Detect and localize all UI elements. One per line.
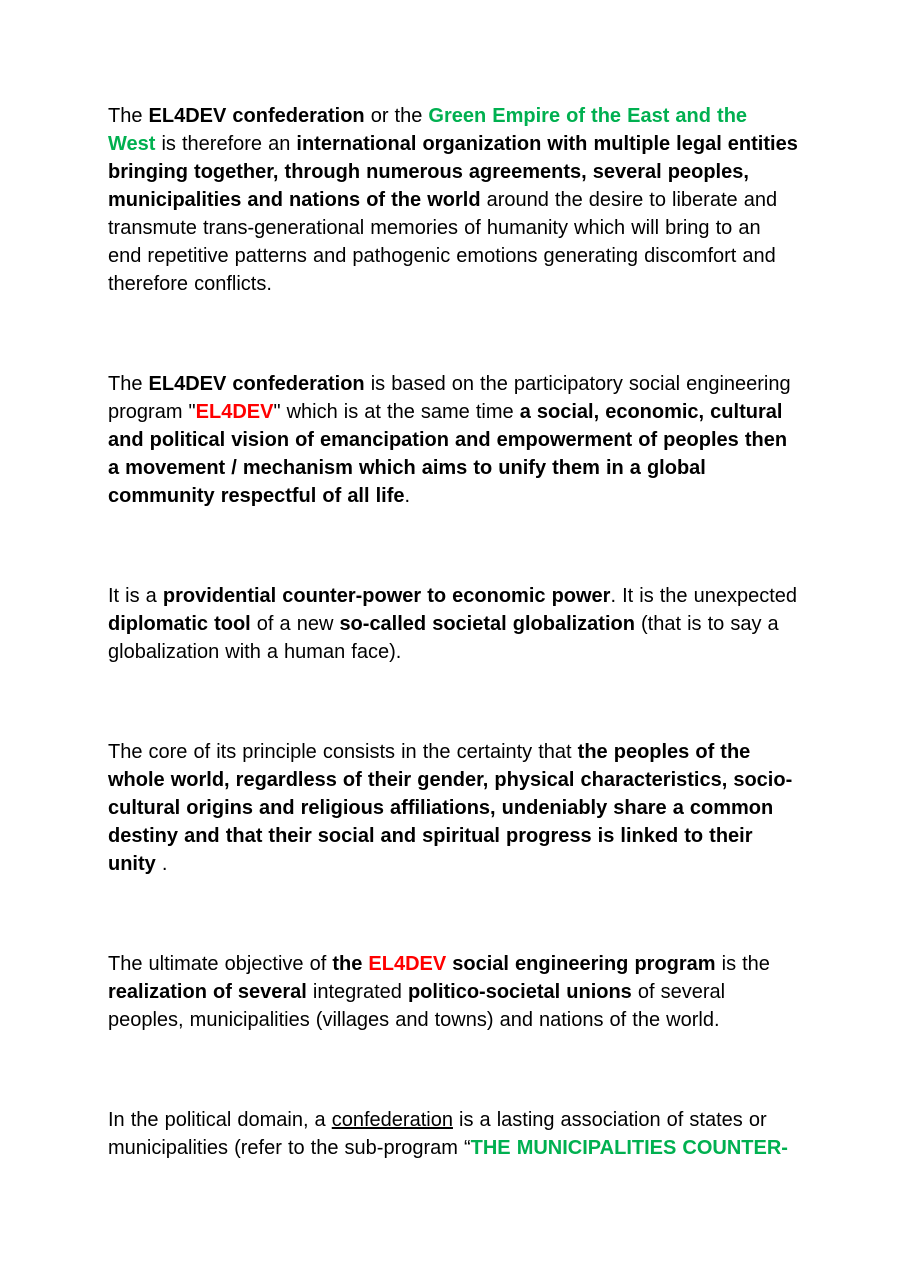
text-run: . [155, 853, 168, 875]
text-run: The [108, 105, 149, 127]
text-run: social engineering program [446, 953, 716, 975]
text-run: The ultimate objective of [108, 953, 333, 975]
text-run: of a new [250, 613, 340, 635]
text-run: integrated [306, 981, 408, 1003]
text-run: around the desire to liberate and transmute trans-generational memories of humanity which will bring to an end repetitive patterns and pathogenic emotions generating discomfort and therefore conflicts. [108, 189, 778, 295]
text-run: EL4DEV confederation [148, 105, 365, 127]
document-body [108, 102, 798, 1162]
text-run: or the [364, 105, 429, 127]
text-run: so-called societal globalization [339, 613, 635, 635]
text-run: EL4DEV [195, 401, 274, 423]
text-run: politico-societal unions [407, 981, 632, 1003]
paragraph [108, 1106, 798, 1162]
paragraph [108, 950, 798, 1034]
text-run: the peoples of the whole world, regardless of their gender, physical characteristics, socio-cultural origins and religious affiliations, undeniably share a common destiny and that their social and spiritual progress is linked to their unity [108, 741, 793, 875]
text-run: . It is the unexpected [610, 585, 798, 607]
text-run: Green Empire of the East and the West [108, 105, 748, 155]
text-run: is therefore an [155, 133, 297, 155]
text-run: EL4DEV [368, 953, 447, 975]
text-run: (that is to say a globalization with a human face). [108, 613, 779, 663]
text-run: a social, economic, cultural and political vision of emancipation and empowerment of peoples then a movement / mechanism which aims to unify them in a global community respectful of all life [108, 401, 788, 507]
text-run: is a lasting association of states or municipalities (refer to the sub-program “ [108, 1109, 767, 1159]
paragraph [108, 102, 798, 298]
text-run: the [332, 953, 369, 975]
text-run: THE MUNICIPALITIES COUNTER- [470, 1137, 788, 1159]
text-run: It is a [108, 585, 163, 607]
text-run: EL4DEV confederation [148, 373, 365, 395]
text-run: providential counter-power to economic power [162, 585, 611, 607]
paragraph [108, 738, 798, 878]
text-run: In the political domain, a [108, 1109, 332, 1131]
text-run: The core of its principle consists in the certainty that [108, 741, 578, 763]
text-run: of several peoples, municipalities (villages and towns) and nations of the world. [108, 981, 726, 1031]
text-run: is based on the participatory social engineering program " [108, 373, 791, 423]
text-run: is the [715, 953, 770, 975]
text-run: diplomatic tool [108, 613, 251, 635]
text-run: confederation [331, 1109, 453, 1131]
text-run: realization of several [108, 981, 307, 1003]
text-run: " which is at the same time [273, 401, 520, 423]
text-run: international organization with multiple legal entities bringing together, through numerous agreements, several peoples, municipalities and nations of the world [108, 133, 798, 211]
text-run: The [108, 373, 149, 395]
paragraph [108, 582, 798, 666]
text-run: . [404, 485, 411, 507]
paragraph [108, 370, 798, 510]
